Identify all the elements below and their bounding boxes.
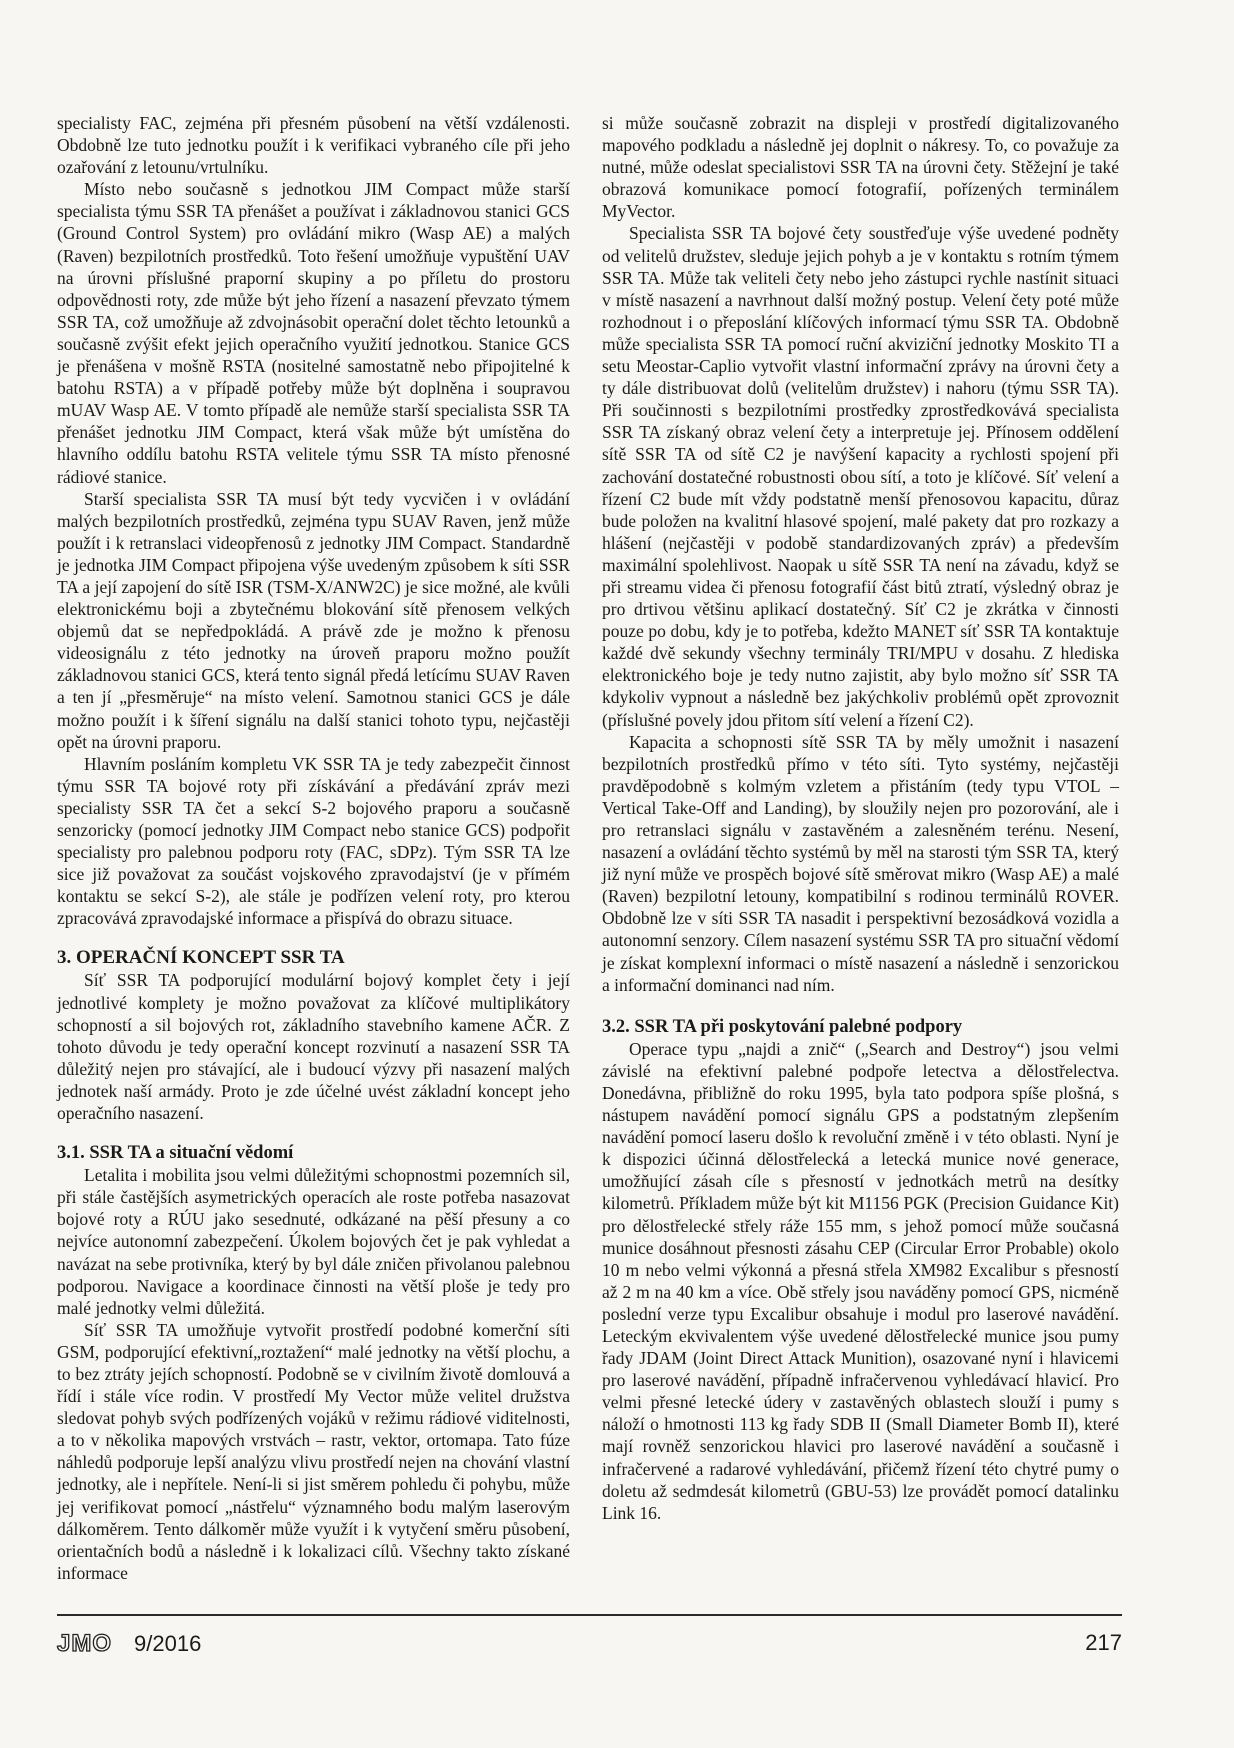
paragraph: Letalita i mobilita jsou velmi důležitými schopnostmi pozemních sil, při stále častějších asymetrických operacích ale roste potřeba nasazovat bojové roty a RÚU jako sesednuté, odkázané na pěší přesuny a co nejvíce autonomní zabezpečení. Úkolem bojových čet je pak vyhledat a navázat na sebe protivníka, který by byl dále zničen přivolanou palebnou podporou. Navigace a koordinace činnosti na větší ploše je tedy pro malé jednotky velmi důležitá. <box>57 1165 570 1318</box>
paragraph: Síť SSR TA umožňuje vytvořit prostředí podobné komerční síti GSM, podporující efektivní„roztažení“ malé jednotky na větší plochu, a to bez ztráty jejích schopností. Podobně se v civilním životě domlouvá a řídí i stále více rodin. V prostředí My Vector může velitel družstva sledovat pohyb svých podřízených vojáků v režimu rádiové viditelnosti, a to v několika mapových vrstvách – rastr, vektor, ortomapa. Tato fúze náhledů podporuje lepší analýzu vlivu prostředí nejen na chování vlastní jednotky, ale i nepřítele. Není-li si jist směrem pohledu či pohybu, může jej verifikovat pomocí „nástřelu“ významného bodu malým laserovým dálkoměrem. Tento dálkoměr může využít i k vytyčení směru působení, orientačních bodů a následně i k lokalizaci cílů. Všechny takto získané informace <box>57 1319 570 1583</box>
page-number: 217 <box>1085 1630 1122 1655</box>
paragraph: Specialista SSR TA bojové čety soustřeďuje výše uvedené podněty od velitelů družstev, sleduje jejich pohyb a je v kontaktu s rotním týmem SSR TA. Může tak veliteli čety nebo jeho zástupci rychle nastínit situaci v místě nasazení a navrhnout další možný postup. Velení čety poté může rozhodnout i o přeposlání klíčových informací týmu SSR TA. Obdobně může specialista SSR TA pomocí ruční akviziční jednotky Moskito TI a setu Meostar-Caplio vytvořit vlastní informační zprávy na úrovni čety a ty dále distribuovat dolů (velitelům družstev) i nahoru (týmu SSR TA). Při součinnosti s bezpilotními prostředky zprostředkovává specialista SSR TA získaný obraz velení čety a interpretuje jej. Přínosem oddělení sítě SSR TA od sítě C2 je navýšení kapacity a rychlosti spojení při zachování dostatečné robustnosti obou sítí, a toto je klíčové. Síť velení a řízení C2 bude mít vždy podstatně menší přenosovou kapacitu, důraz bude položen na kvalitní hlasové spojení, malé pakety dat pro rozkazy a hlášení (nejčastěji v podobě standardizovaných zpráv) a především maximální spolehlivost. Naopak u sítě SSR TA není na závadu, když se při streamu videa či přenosu fotografií část bitů ztratí, výsledný obraz je pro drtivou většinu aplikací dostatečný. Síť C2 je zkrátka v činnosti pouze po dobu, kdy je to potřeba, kdežto MANET síť SSR TA kontaktuje každé dvě sekundy všechny terminály TRI/MPU v dosahu. Z hlediska elektronického boje je tedy nutno zajistit, aby bylo možno síť SSR TA kdykoliv vypnout a následně bez jakýchkoliv problémů opět zprovoznit (příslušné povely jdou přitom sítí velení a řízení C2). <box>602 223 1119 730</box>
paragraph: Hlavním posláním kompletu VK SSR TA je tedy zabezpečit činnost týmu SSR TA bojové roty při získávání a předávání zpráv mezi specialisty SSR TA čet a sekcí S-2 bojového praporu a současně senzoricky (pomocí jednotky JIM Compact nebo stanice GCS) podpořit specialisty pro palebnou podporu roty (FAC, sDPz). Tým SSR TA lze sice již považovat za součást vojskového zpravodajství (je v přímém kontaktu se sekcí S-2), ale stále je podřízen velení roty, pro kterou zpracovává zpravodajské informace a přispívá do obrazu situace. <box>57 753 570 929</box>
paragraph: Kapacita a schopnosti sítě SSR TA by měly umožnit i nasazení bezpilotních prostředků přímo v této síti. Tyto systémy, nejčastěji pravděpodobně s kolmým vzletem a přistáním (tedy typu VTOL – Vertical Take-Off and Landing), by sloužily nejen pro pozorování, ale i pro retranslaci signálu v zastavěném a zalesněném terénu. Nesení, nasazení a ovládání těchto systémů by měl na starosti tým SSR TA, který již nyní může ve prospěch bojové sítě směrovat mikro (Wasp AE) a malé (Raven) bezpilotní letouny, kompatibilní s rodinou terminálů ROVER. Obdobně lze v síti SSR TA nasadit i perspektivní bezosádková vozidla a autonomní senzory. Cílem nasazení systému SSR TA pro situační vědomí je získat komplexní informaci o místě nasazení a následně i senzorickou a informační dominanci nad ním. <box>602 731 1119 995</box>
paragraph: specialisty FAC, zejména při přesném působení na větší vzdálenosti. Obdobně lze tuto jednotku použít i k verifikaci vybraného cíle při jeho ozařování z letounu/vrtulníku. <box>57 113 570 178</box>
paragraph: Síť SSR TA podporující modulární bojový komplet čety i její jednotlivé komplety je možno považovat za klíčové multiplikátory schopností a sil bojových rot, základního stavebního kamene AČR. Z tohoto důvodu je tedy operační koncept rozvinutí a nasazení SSR TA důležitý nejen pro stávající, ale i budoucí výzvy při nasazení malých jednotek naší armády. Proto je zde účelné uvést základní koncept jeho operačního nasazení. <box>57 970 570 1124</box>
paragraph: Místo nebo současně s jednotkou JIM Compact může starší specialista týmu SSR TA přenášet a používat i základnovou stanici GCS (Ground Control System) pro ovládání mikro (Wasp AE) a malých (Raven) bezpilotních prostředků. Toto řešení umožňuje vypuštění UAV na úrovni příslušné praporní skupiny a po příletu do prostoru odpovědnosti roty, zde může být jeho řízení a nasazení převzato týmem SSR TA, což umožňuje až zdvojnásobit operační dolet těchto letounků a současně zvýšit efekt jejich operačního využití jednotkou. Stanice GCS je přenášena v mošně RSTA (nositelné samostatně nebo připojitelné k batohu RSTA) a v případě potřeby může být doplněna i soupravou mUAV Wasp AE. V tomto případě ale nemůže starší specialista SSR TA přenášet jednotku JIM Compact, která však může být umístěna do hlavního oddílu batohu RSTA velitele týmu SSR TA místo přenosné rádiové stanice. <box>57 179 570 487</box>
paragraph: Operace typu „najdi a znič“ („Search and Destroy“) jsou velmi závislé na efektivní palebné podpoře letectva a dělostřelectva. Donedávna, přibližně do roku 1995, byla tato podpora spíše plošná, s nástupem navádění pomocí signálu GPS a podstatným zlepšením navádění pomocí laseru došlo k revoluční změně i v této oblasti. Nyní je k dispozici účinná dělostřelecká a letecká munice nové generace, umožňující zásah cíle s přesností v jednotkách metrů na desítky kilometrů. Příkladem může být kit M1156 PGK (Precision Guidance Kit) pro dělostřelecké střely ráže 155 mm, s jehož pomocí může současná munice dosáhnout přesnosti zásahu CEP (Circular Error Probable) okolo 10 m nebo velmi výkonná a přesná střela XM982 Excalibur s přesností až 2 m na 40 km a více. Obě střely jsou naváděny pomocí GPS, nicméně poslední verze typu Excalibur obsahuje i modul pro laserové navádění. Leteckým ekvivalentem výše uvedené dělostřelecké munice jsou pumy řady JDAM (Joint Direct Attack Munition), osazované nyní i hlavicemi pro laserové navádění, případně infračervenou vyhledávací hlavicí. Pro velmi přesné letecké údery v zastavěných oblastech slouží i pumy s náloží o hmotnosti 113 kg řady SDB II (Small Diameter Bomb II), které mají rovněž senzorickou hlavici pro laserové navádění a současně i infračervené a radarové vyhledávání, přičemž řízení této chytré pumy o doletu až sedmdesát kilometrů (GBU-53) lze provádět pomocí datalinku Link 16. <box>602 1038 1119 1523</box>
paragraph: si může současně zobrazit na displeji v prostředí digitalizovaného mapového podkladu a následně jej doplnit o nákresy. To, co považuje za nutné, může odeslat specialistovi SSR TA na úrovni čety. Stěžejní je také obrazová komunikace pomocí fotografií, pořízených terminálem MyVector. <box>602 113 1119 222</box>
section-heading-3-1: 3.1. SSR TA a situační vědomí <box>57 1143 294 1164</box>
footer-rule <box>57 1614 1122 1616</box>
section-heading-3-2: 3.2. SSR TA při poskytování palebné podpory <box>602 1016 963 1037</box>
journal-logo: JMO <box>57 1630 113 1657</box>
paragraph: Starší specialista SSR TA musí být tedy vycvičen i v ovládání malých bezpilotních prostředků, zejména typu SUAV Raven, jenž může použít i k retranslaci videopřenosů z jednotky JIM Compact. Standardně je jednotka JIM Compact připojena výše uvedeným způsobem k síti SSR TA a její zapojení do sítě ISR (TSM-X/ANW2C) je sice možné, ale kvůli elektronickému boji a zbytečnému blokování sítě přenosem velkých objemů dat se nepředpokládá. A právě zde je možno k přenosu videosignálu z této jednotky na úroveň praporu možno použít základnovou stanici GCS, která tento signál předá letícímu SUAV Raven a ten jí „přesměruje“ na místo velení. Samotnou stanici GCS je dále možno použít i k šíření signálu na další stanici tohoto typu, nejčastěji opět na úrovni praporu. <box>57 488 570 752</box>
footer-left <box>57 1630 201 1658</box>
section-heading-3: 3. OPERAČNÍ KONCEPT SSR TA <box>57 947 345 969</box>
right-column <box>602 112 1119 1524</box>
issue-number: 9/2016 <box>134 1631 202 1656</box>
left-column <box>57 112 570 1584</box>
